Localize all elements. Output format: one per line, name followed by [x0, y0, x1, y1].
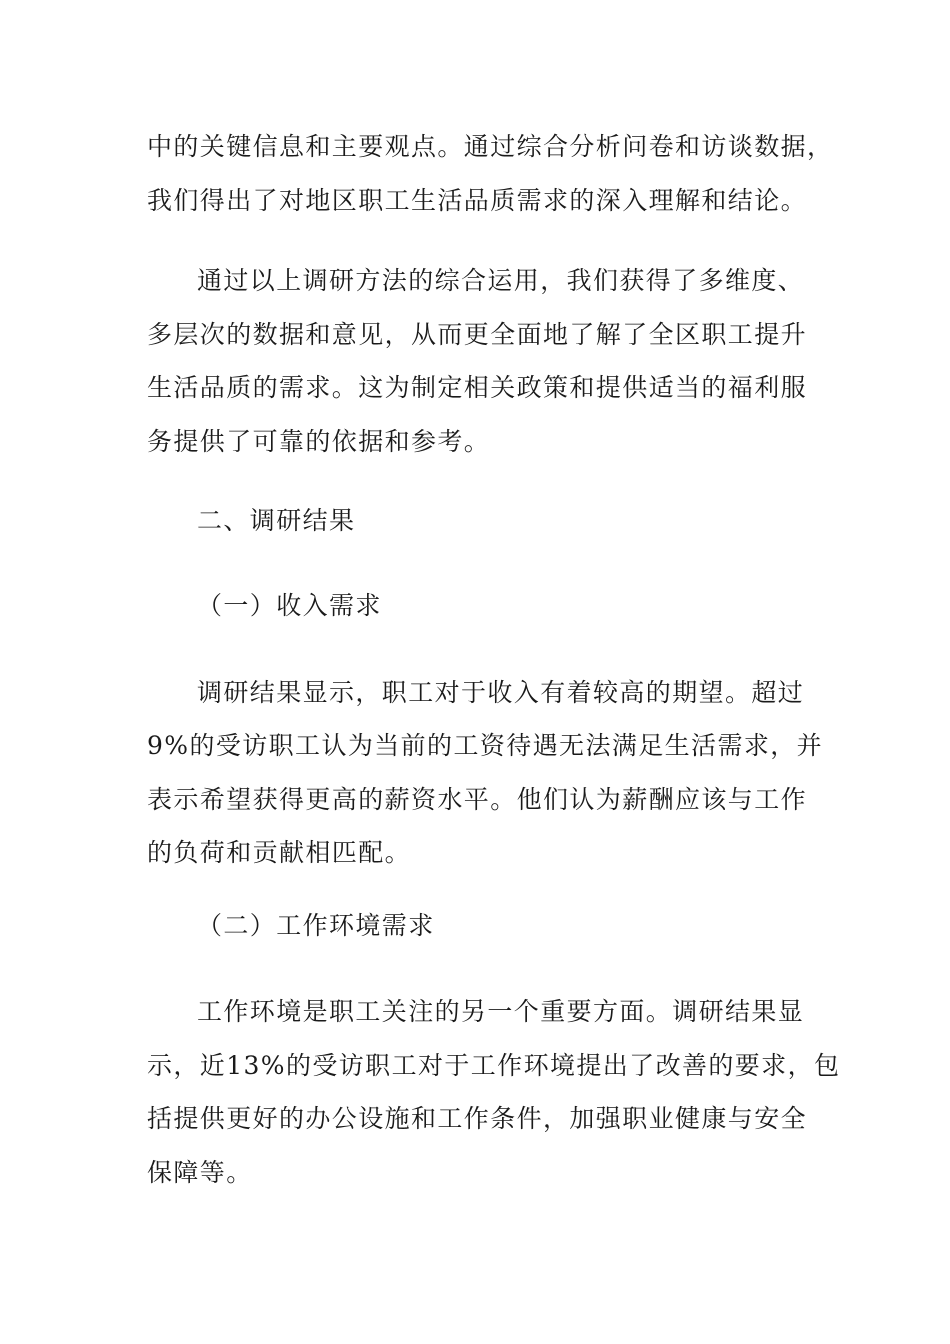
paragraph-2-line-3: 生活品质的需求。这为制定相关政策和提供适当的福利服 [147, 373, 808, 402]
subsection-1-line-1: 调研结果显示，职工对于收入有着较高的期望。超过 [197, 678, 805, 707]
paragraph-1-line-1: 中的关键信息和主要观点。通过综合分析问卷和访谈数据， [147, 132, 834, 161]
paragraph-1-line-2: 我们得出了对地区职工生活品质需求的深入理解和结论。 [147, 186, 808, 215]
paragraph-2-line-2: 多层次的数据和意见，从而更全面地了解了全区职工提升 [147, 320, 808, 349]
section-heading: 二、调研结果 [197, 506, 356, 535]
subsection-1-line-4: 的负荷和贡献相匹配。 [147, 838, 412, 867]
subsection-2-line-4: 保障等。 [147, 1158, 253, 1187]
subsection-1-title: （一）收入需求 [197, 591, 382, 620]
subsection-2-line-2: 示，近13%的受访职工对于工作环境提出了改善的要求，包 [147, 1051, 841, 1080]
subsection-2-line-1: 工作环境是职工关注的另一个重要方面。调研结果显 [197, 997, 805, 1026]
paragraph-2-line-1: 通过以上调研方法的综合运用，我们获得了多维度、 [197, 266, 805, 295]
subsection-1-line-3: 表示希望获得更高的薪资水平。他们认为薪酬应该与工作 [147, 785, 808, 814]
subsection-2-line-3: 括提供更好的办公设施和工作条件，加强职业健康与安全 [147, 1104, 808, 1133]
subsection-1-line-2: 9%的受访职工认为当前的工资待遇无法满足生活需求，并 [147, 731, 824, 760]
subsection-2-title: （二）工作环境需求 [197, 911, 435, 940]
paragraph-2-line-4: 务提供了可靠的依据和参考。 [147, 427, 491, 456]
